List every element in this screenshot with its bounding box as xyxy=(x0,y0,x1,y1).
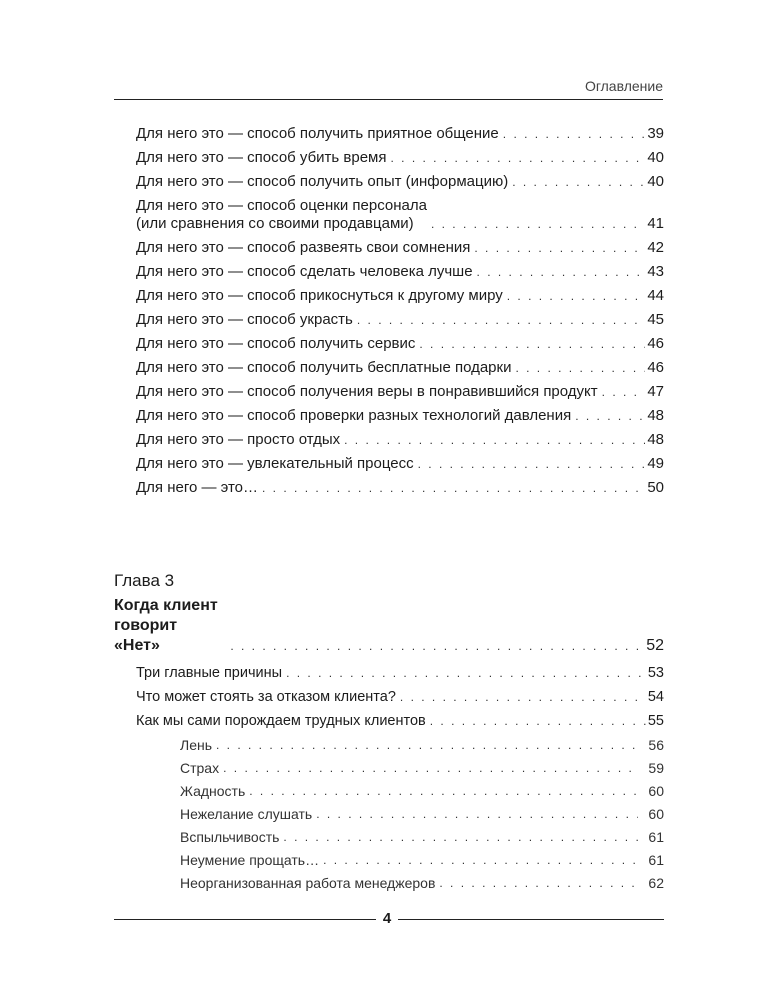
subsection-entry[interactable] xyxy=(180,736,664,754)
page-number: 4 xyxy=(382,910,392,927)
subsection-title: Неумение прощать… xyxy=(180,852,320,868)
subsection-entry[interactable] xyxy=(180,828,664,846)
toc-entry[interactable] xyxy=(136,173,664,191)
toc-entry-title: Для него это — способ оценки персонала (или сравнения со своими продавцами) xyxy=(136,197,427,232)
dot-leader xyxy=(418,455,646,473)
toc-entry-title: Для него это — способ проверки разных технологий давления xyxy=(136,407,572,424)
running-head: Оглавление xyxy=(584,78,663,94)
dot-leader xyxy=(575,407,645,425)
dot-leader xyxy=(286,664,646,682)
toc-entry[interactable] xyxy=(136,479,664,497)
toc-entry-title: Для него это — способ украсть xyxy=(136,311,353,328)
toc-entry-title: Для него это — способ сделать человека лучше xyxy=(136,263,473,280)
toc-entry[interactable] xyxy=(136,455,664,473)
toc-entry-page: 50 xyxy=(647,479,664,496)
section-title: Три главные причины xyxy=(136,665,283,681)
subsection-page: 56 xyxy=(648,737,664,753)
dot-leader xyxy=(419,335,645,353)
dot-leader xyxy=(249,782,638,800)
dot-leader xyxy=(512,173,645,191)
dot-leader xyxy=(474,239,645,257)
subsection-title: Неорганизованная работа менеджеров xyxy=(180,875,436,891)
toc-entry-page: 48 xyxy=(647,431,664,448)
subsection-entry[interactable] xyxy=(180,805,664,823)
toc-entry[interactable] xyxy=(136,287,664,305)
toc-entry-page: 48 xyxy=(647,407,664,424)
dot-leader xyxy=(400,688,646,706)
toc-entry[interactable] xyxy=(136,359,664,377)
subsection-entry[interactable] xyxy=(180,851,664,869)
toc-entry-page: 45 xyxy=(647,311,664,328)
header-rule xyxy=(114,99,663,100)
toc-entry-page: 46 xyxy=(647,335,664,352)
subsection-title: Вспыльчивость xyxy=(180,829,280,845)
toc-entry-page: 40 xyxy=(647,173,664,190)
toc-entry-title: Для него это — способ получить бесплатные подарки xyxy=(136,359,512,376)
toc-entry-title: Для него это — способ развеять свои сомнения xyxy=(136,239,471,256)
section-page: 54 xyxy=(647,689,664,705)
section-entry[interactable] xyxy=(136,664,664,682)
subsection-page: 59 xyxy=(648,760,664,776)
dot-leader xyxy=(503,125,646,143)
subsection-title: Страх xyxy=(180,760,220,776)
chapter-label: Глава 3 xyxy=(114,571,175,590)
dot-leader xyxy=(515,359,645,377)
dot-leader xyxy=(507,287,646,305)
toc-entry-title: Для него — это… xyxy=(136,479,259,496)
toc-entry-title: Для него это — способ получения веры в понравившийся продукт xyxy=(136,383,598,400)
subsection-page: 61 xyxy=(648,852,664,868)
chapter-title-entry[interactable] xyxy=(114,596,664,656)
toc-entry-page: 44 xyxy=(647,287,664,304)
chapter-page: 52 xyxy=(646,637,664,654)
dot-leader xyxy=(283,828,638,846)
toc-entry-title: Для него это — способ убить время xyxy=(136,149,387,166)
toc-entry-title: Для него это — способ получить сервис xyxy=(136,335,416,352)
toc-entry[interactable] xyxy=(136,125,664,143)
subsection-page: 60 xyxy=(648,783,664,799)
subsection-entry[interactable] xyxy=(180,782,664,800)
subsection-page: 62 xyxy=(648,875,664,891)
dot-leader xyxy=(216,736,638,754)
section-entry[interactable] xyxy=(136,688,664,706)
subsection-title: Нежелание слушать xyxy=(180,806,313,822)
footer-rule-right xyxy=(398,919,664,920)
dot-leader xyxy=(477,263,646,281)
section-page: 55 xyxy=(647,713,664,729)
toc-entry-page: 41 xyxy=(647,215,664,232)
toc-entry[interactable] xyxy=(136,407,664,425)
subsection-page: 61 xyxy=(648,829,664,845)
toc-entry[interactable] xyxy=(136,335,664,353)
subsection-entry[interactable] xyxy=(180,759,664,777)
toc-entry[interactable] xyxy=(136,311,664,329)
dot-leader xyxy=(344,431,645,449)
toc-entry-title: Для него это — способ получить опыт (информацию) xyxy=(136,173,509,190)
toc-entry-page: 42 xyxy=(647,239,664,256)
toc-entry-title: Для него это — способ прикоснуться к другому миру xyxy=(136,287,503,304)
toc-list xyxy=(136,125,664,503)
toc-entry-title: Для него это — просто отдых xyxy=(136,431,341,448)
chapter-title: Когда клиент говорит «Нет» xyxy=(114,597,218,654)
toc-entry-page: 43 xyxy=(647,263,664,280)
subsection-page: 60 xyxy=(648,806,664,822)
toc-entry[interactable] xyxy=(136,149,664,167)
subsection-list xyxy=(180,736,664,892)
toc-entry-page: 40 xyxy=(647,149,664,166)
toc-entry-page: 46 xyxy=(647,359,664,376)
section-list xyxy=(136,664,664,892)
toc-entry[interactable] xyxy=(136,431,664,449)
dot-leader xyxy=(262,479,645,497)
footer-rule-left xyxy=(114,919,376,920)
subsection-entry[interactable] xyxy=(180,874,664,892)
dot-leader xyxy=(439,874,638,892)
section-entry[interactable] xyxy=(136,712,664,730)
dot-leader xyxy=(391,149,646,167)
dot-leader xyxy=(223,759,638,777)
section-page: 53 xyxy=(647,665,664,681)
toc-entry[interactable] xyxy=(136,383,664,401)
dot-leader xyxy=(230,636,644,656)
toc-entry[interactable] xyxy=(136,263,664,281)
subsection-title: Лень xyxy=(180,737,212,753)
dot-leader xyxy=(323,851,638,869)
toc-entry-title: Для него это — увлекательный процесс xyxy=(136,455,414,472)
dot-leader xyxy=(431,215,645,233)
toc-entry[interactable] xyxy=(136,239,664,257)
toc-entry-page: 39 xyxy=(647,125,664,142)
dot-leader xyxy=(602,383,646,401)
subsection-title: Жадность xyxy=(180,783,246,799)
dot-leader xyxy=(430,712,646,730)
dot-leader xyxy=(357,311,645,329)
toc-entry-page: 47 xyxy=(647,383,664,400)
section-title: Что может стоять за отказом клиента? xyxy=(136,689,396,705)
dot-leader xyxy=(316,805,638,823)
toc-entry-title: Для него это — способ получить приятное общение xyxy=(136,125,499,142)
section-title: Как мы сами порождаем трудных клиентов xyxy=(136,713,426,729)
chapter-block xyxy=(114,570,664,897)
toc-entry-page: 49 xyxy=(647,455,664,472)
toc-entry[interactable] xyxy=(136,197,664,233)
